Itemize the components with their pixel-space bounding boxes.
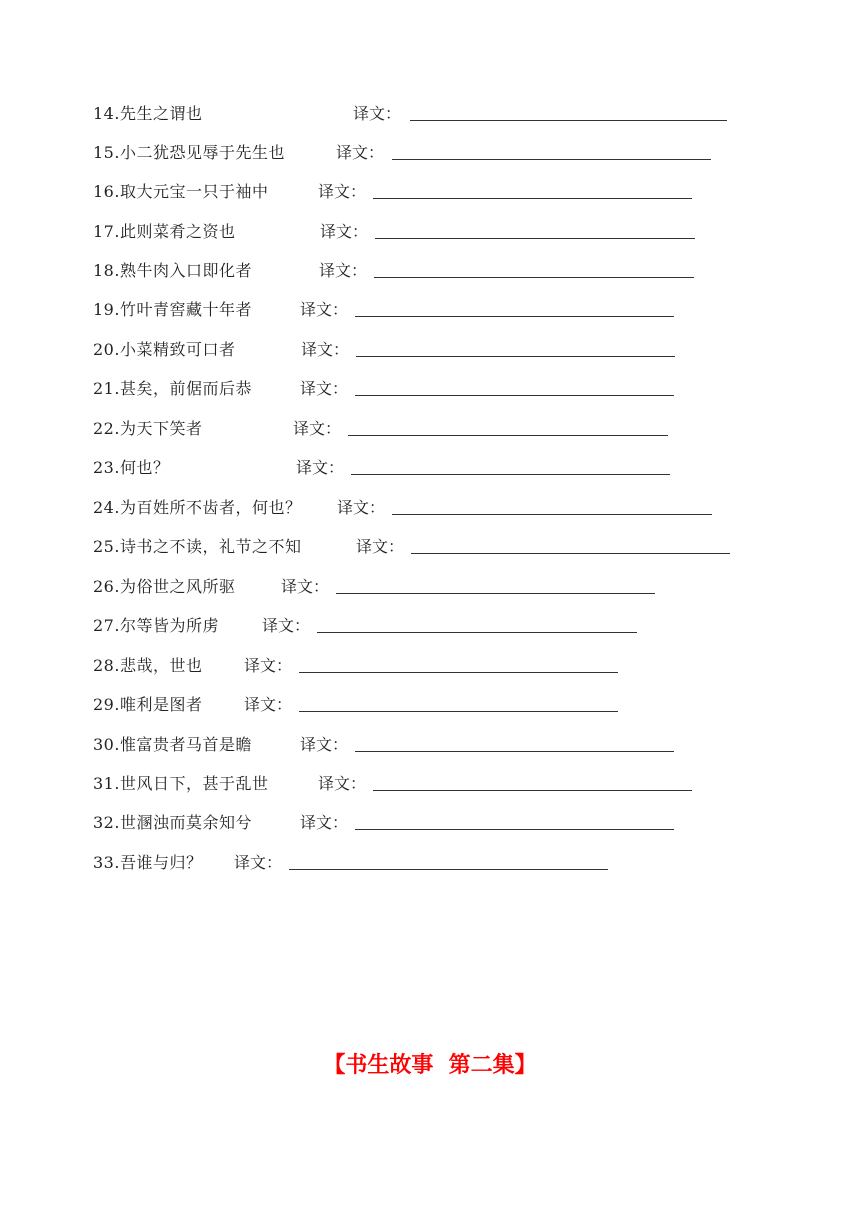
answer-line[interactable] [411,553,730,554]
translation-label: 译文： [293,419,342,438]
exercise-row [0,770,860,798]
answer-line[interactable] [392,514,712,515]
exercise-text: 14.先生之谓也 [93,104,203,123]
exercise-row [0,731,860,759]
exercise-text: 19.竹叶青窖藏十年者 [93,300,252,319]
answer-line[interactable] [355,316,674,317]
exercise-text: 32.世溷浊而莫余知兮 [93,813,252,832]
exercise-text: 23.何也？ [93,458,170,477]
exercise-text: 18.熟牛肉入口即化者 [93,261,252,280]
answer-line[interactable] [355,751,674,752]
exercise-row [0,415,860,443]
translation-label: 译文： [281,577,330,596]
exercise-text: 20.小菜精致可口者 [93,340,236,359]
answer-line[interactable] [375,238,695,239]
translation-label: 译文： [296,458,345,477]
answer-line[interactable] [410,120,727,121]
translation-label: 译文： [336,143,385,162]
translation-label: 译文： [300,300,349,319]
exercise-text: 28.悲哉，世也 [93,656,203,675]
translation-label: 译文： [318,182,367,201]
exercise-row [0,454,860,482]
exercise-row [0,296,860,324]
answer-line[interactable] [299,672,618,673]
exercise-row [0,218,860,246]
exercise-text: 22.为天下笑者 [93,419,203,438]
exercise-text: 26.为俗世之风所驱 [93,577,236,596]
translation-label: 译文： [320,222,369,241]
translation-label: 译文： [318,774,367,793]
answer-line[interactable] [356,356,675,357]
answer-line[interactable] [355,829,674,830]
answer-line[interactable] [336,593,655,594]
translation-label: 译文： [356,537,405,556]
answer-line[interactable] [355,395,674,396]
exercise-row [0,494,860,522]
answer-line[interactable] [317,632,637,633]
answer-line[interactable] [373,198,692,199]
exercise-text: 33.吾谁与归？ [93,853,203,872]
exercise-row [0,809,860,837]
translation-label: 译文： [300,735,349,754]
exercise-text: 27.尔等皆为所虏 [93,616,219,635]
exercise-row [0,573,860,601]
translation-label: 译文： [319,261,368,280]
translation-label: 译文： [301,340,350,359]
translation-label: 译文： [244,695,293,714]
exercise-row [0,849,860,877]
translation-label: 译文： [353,104,402,123]
exercise-text: 29.唯利是图者 [93,695,203,714]
exercise-text: 30.惟富贵者马首是瞻 [93,735,252,754]
exercise-text: 25.诗书之不读，礼节之不知 [93,537,302,556]
answer-line[interactable] [289,869,608,870]
exercise-row [0,375,860,403]
translation-label: 译文： [337,498,386,517]
exercise-row [0,336,860,364]
exercise-row [0,178,860,206]
translation-label: 译文： [244,656,293,675]
exercise-row [0,139,860,167]
exercise-row [0,612,860,640]
translation-label: 译文： [300,379,349,398]
answer-line[interactable] [373,790,692,791]
answer-line[interactable] [392,159,711,160]
exercise-text: 31.世风日下，甚于乱世 [93,774,269,793]
exercise-row [0,533,860,561]
exercise-row [0,691,860,719]
exercise-text: 15.小二犹恐见辱于先生也 [93,143,285,162]
exercise-text: 17.此则菜肴之资也 [93,222,236,241]
answer-line[interactable] [299,711,618,712]
exercise-text: 21.甚矣，前倨而后恭 [93,379,252,398]
exercise-row [0,652,860,680]
answer-line[interactable] [348,435,668,436]
exercise-row [0,100,860,128]
exercise-text: 16.取大元宝一只于袖中 [93,182,269,201]
exercise-text: 24.为百姓所不齿者，何也？ [93,498,302,517]
exercise-row [0,257,860,285]
translation-label: 译文： [262,616,311,635]
translation-label: 译文： [300,813,349,832]
answer-line[interactable] [351,474,670,475]
answer-line[interactable] [374,277,694,278]
section-title: 【书生故事 第二集】 [323,1053,537,1078]
translation-label: 译文： [234,853,283,872]
